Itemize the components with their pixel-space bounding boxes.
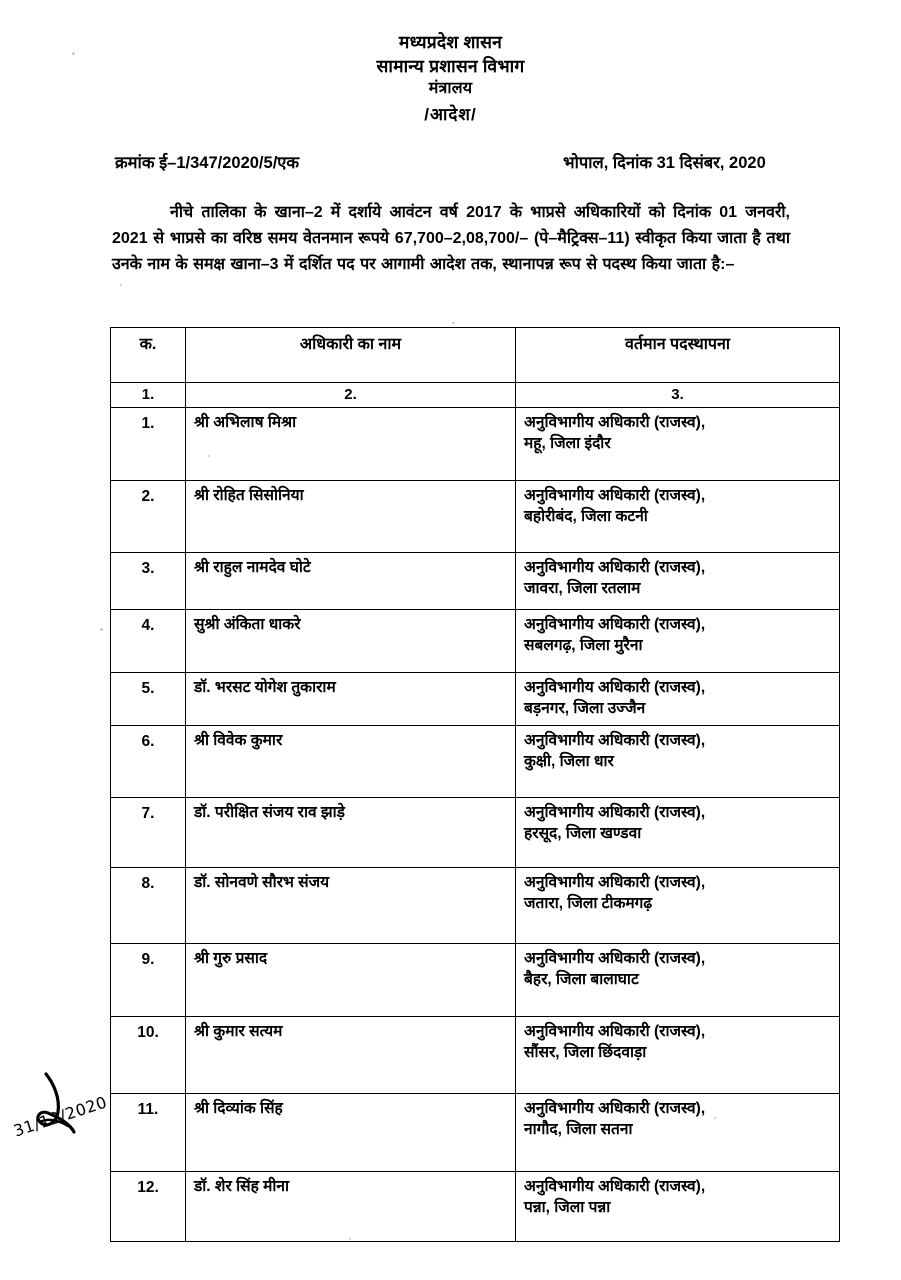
row-serial: 5. bbox=[111, 673, 186, 726]
posting-designation: अनुविभागीय अधिकारी (राजस्व), bbox=[524, 1023, 706, 1041]
posting-location: बैहर, जिला बालाघाट bbox=[524, 971, 639, 989]
row-serial: 2. bbox=[111, 481, 186, 553]
table-row bbox=[111, 1172, 840, 1242]
reference-number: क्रमांक ई–1/347/2020/5/एक bbox=[115, 154, 300, 172]
table-row bbox=[111, 481, 840, 553]
posting-location: बहोरीबंद, जिला कटनी bbox=[524, 508, 648, 526]
posting-location: जतारा, जिला टीकमगढ़ bbox=[524, 895, 653, 913]
table-header-row bbox=[111, 328, 840, 383]
table-row bbox=[111, 1017, 840, 1094]
reference-row bbox=[0, 150, 901, 176]
row-posting bbox=[516, 673, 840, 726]
row-name: श्री राहुल नामदेव घोटे bbox=[186, 553, 516, 610]
posting-location: हरसूद, जिला खण्डवा bbox=[524, 825, 642, 843]
posting-designation: अनुविभागीय अधिकारी (राजस्व), bbox=[524, 679, 706, 697]
row-name: श्री रोहित सिसोनिया bbox=[186, 481, 516, 553]
officers-table bbox=[110, 327, 840, 1242]
place-and-date: भोपाल, दिनांक 31 दिसंबर, 2020 bbox=[563, 154, 766, 172]
posting-location: बड़नगर, जिला उज्जैन bbox=[524, 700, 646, 718]
table-column-number-row bbox=[111, 383, 840, 408]
posting-designation: अनुविभागीय अधिकारी (राजस्व), bbox=[524, 559, 706, 577]
posting-designation: अनुविभागीय अधिकारी (राजस्व), bbox=[524, 874, 706, 892]
row-serial: 12. bbox=[111, 1172, 186, 1242]
posting-designation: अनुविभागीय अधिकारी (राजस्व), bbox=[524, 732, 706, 750]
row-posting bbox=[516, 868, 840, 944]
row-posting bbox=[516, 726, 840, 798]
row-posting bbox=[516, 610, 840, 673]
header-name: अधिकारी का नाम bbox=[186, 328, 516, 383]
row-name: डॉ. शेर सिंह मीना bbox=[186, 1172, 516, 1242]
posting-location: कुक्षी, जिला धार bbox=[524, 753, 614, 771]
scan-speck bbox=[452, 322, 455, 324]
row-posting bbox=[516, 481, 840, 553]
row-serial: 11. bbox=[111, 1094, 186, 1172]
row-serial: 3. bbox=[111, 553, 186, 610]
row-posting bbox=[516, 1017, 840, 1094]
row-posting bbox=[516, 798, 840, 868]
row-name: डॉ. भरसट योगेश तुकाराम bbox=[186, 673, 516, 726]
table-row bbox=[111, 1094, 840, 1172]
posting-location: जावरा, जिला रतलाम bbox=[524, 580, 641, 598]
scan-speck bbox=[714, 1117, 716, 1119]
table-row bbox=[111, 868, 840, 944]
table-row bbox=[111, 673, 840, 726]
row-serial: 8. bbox=[111, 868, 186, 944]
colnum-2: 2. bbox=[186, 383, 516, 408]
scan-speck bbox=[349, 1238, 351, 1240]
row-name: श्री गुरु प्रसाद bbox=[186, 944, 516, 1017]
scan-speck bbox=[72, 52, 75, 55]
row-name: डॉ. परीक्षित संजय राव झाड़े bbox=[186, 798, 516, 868]
header-serial: क. bbox=[111, 328, 186, 383]
posting-location: पन्ना, जिला पन्ना bbox=[524, 1199, 611, 1217]
scan-speck bbox=[208, 455, 210, 457]
posting-location: सबलगढ़, जिला मुरैना bbox=[524, 637, 643, 655]
posting-location: महू, जिला इंदौर bbox=[524, 435, 611, 453]
row-posting bbox=[516, 944, 840, 1017]
document-header bbox=[0, 30, 901, 127]
scan-speck bbox=[100, 628, 103, 631]
scan-speck bbox=[120, 284, 122, 286]
table-row bbox=[111, 798, 840, 868]
table-row bbox=[111, 553, 840, 610]
secretariat-name: मंत्रालय bbox=[428, 80, 473, 98]
row-posting bbox=[516, 1094, 840, 1172]
row-posting bbox=[516, 553, 840, 610]
table-row bbox=[111, 408, 840, 481]
posting-designation: अनुविभागीय अधिकारी (राजस्व), bbox=[524, 950, 706, 968]
row-serial: 7. bbox=[111, 798, 186, 868]
department-name: सामान्य प्रशासन विभाग bbox=[376, 56, 525, 77]
header-posting: वर्तमान पदस्थापना bbox=[516, 328, 840, 383]
row-posting bbox=[516, 408, 840, 481]
signature-date: 31/12/2020 bbox=[11, 1092, 110, 1141]
row-posting bbox=[516, 1172, 840, 1242]
row-name: श्री दिव्यांक सिंह bbox=[186, 1094, 516, 1172]
colnum-1: 1. bbox=[111, 383, 186, 408]
posting-designation: अनुविभागीय अधिकारी (राजस्व), bbox=[524, 616, 706, 634]
posting-designation: अनुविभागीय अधिकारी (राजस्व), bbox=[524, 1178, 706, 1196]
order-title: /आदेश/ bbox=[424, 105, 477, 125]
posting-designation: अनुविभागीय अधिकारी (राजस्व), bbox=[524, 804, 706, 822]
posting-location: नागौद, जिला सतना bbox=[524, 1121, 633, 1139]
row-name: श्री विवेक कुमार bbox=[186, 726, 516, 798]
row-serial: 6. bbox=[111, 726, 186, 798]
row-serial: 9. bbox=[111, 944, 186, 1017]
row-name: सुश्री अंकिता धाकरे bbox=[186, 610, 516, 673]
row-name: डॉ. सोनवणे सौरभ संजय bbox=[186, 868, 516, 944]
posting-location: सौंसर, जिला छिंदवाड़ा bbox=[524, 1044, 647, 1062]
row-serial: 4. bbox=[111, 610, 186, 673]
row-serial: 1. bbox=[111, 408, 186, 481]
posting-designation: अनुविभागीय अधिकारी (राजस्व), bbox=[524, 414, 706, 432]
row-serial: 10. bbox=[111, 1017, 186, 1094]
order-body-paragraph: नीचे तालिका के खाना–2 में दर्शाये आवंटन वर्ष 2017 के भाप्रसे अधिकारियों को दिनांक 01 जनवरी, 2021 से भाप्रसे का वरिष्ठ समय वेतनमान रूपये 67,700–2,08,700/– (पे–मैट्रिक्स–11) स्वीकृत किया जाता है तथा उनके नाम के समक्ष खाना–3 में दर्शित पद पर आगामी आदेश तक, स्थानापन्न रूप से पदस्थ किया जाता है:– bbox=[112, 204, 790, 273]
posting-designation: अनुविभागीय अधिकारी (राजस्व), bbox=[524, 1100, 706, 1118]
posting-designation: अनुविभागीय अधिकारी (राजस्व), bbox=[524, 487, 706, 505]
table-row bbox=[111, 610, 840, 673]
government-name: मध्यप्रदेश शासन bbox=[398, 32, 503, 52]
row-name: श्री अभिलाष मिश्रा bbox=[186, 408, 516, 481]
table-row bbox=[111, 944, 840, 1017]
table-row bbox=[111, 726, 840, 798]
officers-table-body bbox=[111, 328, 840, 1242]
colnum-3: 3. bbox=[516, 383, 840, 408]
row-name: श्री कुमार सत्यम bbox=[186, 1017, 516, 1094]
